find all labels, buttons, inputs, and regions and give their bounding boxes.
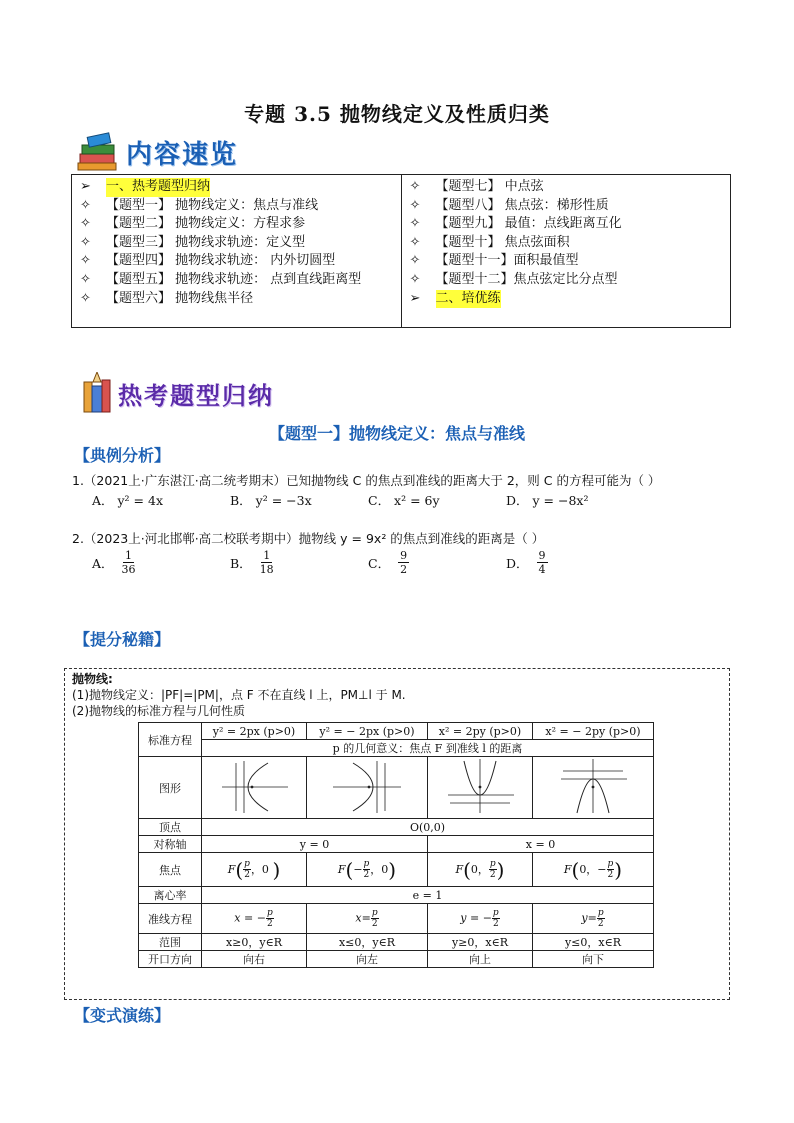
bullet-icon: ✧ — [80, 253, 91, 269]
option-fraction — [537, 549, 548, 576]
toc-item[interactable] — [80, 197, 401, 216]
bullet-icon: ➢ — [80, 179, 91, 194]
banner-title: 热考题型归纳 — [118, 381, 274, 410]
toc-item[interactable] — [80, 290, 401, 309]
table-cell: y² = 2px (p>0) — [202, 723, 307, 740]
toc-left-column — [72, 175, 402, 327]
variant-header: 【变式演练】 — [74, 1006, 171, 1025]
content-overview-banner — [76, 132, 238, 172]
bullet-icon: ✧ — [80, 271, 91, 287]
toc-item[interactable] — [410, 234, 731, 253]
question-1-options — [92, 491, 644, 509]
table-cell: x≤0，y∈R — [306, 934, 427, 951]
graph-up-opening — [427, 757, 532, 819]
fraction-numerator: 1 — [263, 549, 271, 562]
table-row — [139, 740, 654, 757]
bullet-icon: ✧ — [409, 179, 421, 194]
table-cell: 向上 — [427, 951, 532, 968]
toc-item[interactable] — [80, 215, 401, 234]
focus-cell: F( $\frac{p}{2}$ ，0 ) — [202, 853, 307, 887]
option-d: D． y = −8x² — [506, 493, 589, 508]
question-2-options — [92, 549, 644, 576]
table-row — [139, 934, 654, 951]
row-header: 焦点 — [139, 853, 202, 887]
toc-item[interactable] — [410, 197, 731, 216]
graph-down-opening — [532, 757, 653, 819]
toc-item-label: 【题型七】 中点弦 — [435, 179, 544, 194]
fraction-numerator: 9 — [538, 549, 546, 562]
toc-item[interactable] — [410, 252, 731, 271]
directrix-cell: x = − $\frac{p}{2}$ — [202, 904, 307, 934]
bullet-icon: ✧ — [80, 290, 91, 306]
toc-item-label: 【题型四】 抛物线求轨迹： 内外切圆型 — [106, 253, 336, 269]
table-cell: x² = − 2py (p>0) — [532, 723, 653, 740]
fraction-numerator: 1 — [125, 549, 133, 562]
parabola-graph-icon — [214, 757, 294, 815]
books-icon — [76, 132, 120, 172]
row-header: 开口方向 — [139, 951, 202, 968]
option-fraction — [122, 549, 136, 576]
section-title: 【题型一】抛物线定义：焦点与准线 — [268, 424, 525, 443]
bullet-icon: ✧ — [409, 234, 421, 250]
table-cell: y≤0，x∈R — [532, 934, 653, 951]
parabola-graph-icon — [327, 757, 407, 815]
toc-item[interactable] — [80, 271, 401, 290]
focus-cell: F(0，− $\frac{p}{2}$ ) — [532, 853, 653, 887]
row-header: 离心率 — [139, 887, 202, 904]
parabola-graph-icon — [553, 757, 633, 815]
page-title: 专题 3.5 抛物线定义及性质归类 — [244, 102, 550, 126]
table-cell: e = 1 — [202, 887, 654, 904]
table-cell: y≥0，x∈R — [427, 934, 532, 951]
bullet-icon: ✧ — [80, 197, 91, 213]
graph-left-opening — [306, 757, 427, 819]
toc-item-label: 【题型三】 抛物线求轨迹：定义型 — [106, 234, 306, 250]
table-cell: 向左 — [306, 951, 427, 968]
toc-item-label: 【题型十一】面积最值型 — [435, 253, 579, 269]
toc-item-label: 【题型九】 最值：点线距离互化 — [435, 216, 622, 232]
table-cell: y² = − 2px (p>0) — [306, 723, 427, 740]
tips-header: 【提分秘籍】 — [74, 630, 171, 649]
toc-item[interactable] — [410, 271, 731, 290]
bullet-icon: ✧ — [409, 271, 421, 287]
graph-right-opening — [202, 757, 307, 819]
toc-item-label: 【题型八】 焦点弦：梯形性质 — [435, 197, 609, 213]
directrix-cell: y= $\frac{p}{2}$ — [532, 904, 653, 934]
row-header: 顶点 — [139, 819, 202, 836]
fraction-denominator: 18 — [259, 563, 274, 576]
option-letter: C． — [368, 555, 391, 571]
focus-cell: F(0， $\frac{p}{2}$ ) — [427, 853, 532, 887]
definition-line: (1)抛物线定义：|PF|=|PM|，点 F 不在直线 l 上，PM⊥l 于 M. — [72, 688, 406, 702]
table-cell: x = 0 — [427, 836, 653, 853]
focus-cell: F(− $\frac{p}{2}$ ，0) — [306, 853, 427, 887]
banner-title: 内容速览 — [126, 139, 239, 170]
table-cell: x≥0，y∈R — [202, 934, 307, 951]
toc-right-column — [402, 175, 731, 327]
toc-item[interactable] — [80, 178, 401, 197]
table-row — [139, 904, 654, 934]
toc-item-label: 【题型十二】焦点弦定比分点型 — [435, 271, 618, 287]
table-row — [139, 819, 654, 836]
row-header: 对称轴 — [139, 836, 202, 853]
toc-item[interactable] — [410, 290, 731, 309]
table-cell: x² = 2py (p>0) — [427, 723, 532, 740]
box-heading: 抛物线: — [72, 672, 113, 686]
table-cell: p 的几何意义：焦点 F 到准线 l 的距离 — [202, 740, 654, 757]
fraction-denominator: 36 — [121, 563, 136, 576]
fraction-numerator: 9 — [400, 549, 408, 562]
option-a — [92, 549, 230, 576]
toc-item-label: 【题型一】 抛物线定义：焦点与准线 — [106, 197, 319, 213]
example-header: 【典例分析】 — [74, 446, 171, 465]
directrix-cell: y = − $\frac{p}{2}$ — [427, 904, 532, 934]
option-fraction — [398, 549, 409, 576]
directrix-cell: x= $\frac{p}{2}$ — [306, 904, 427, 934]
option-d — [506, 549, 644, 576]
table-row — [139, 853, 654, 887]
toc-item-label: 一、热考题型归纳 — [106, 178, 210, 197]
option-fraction — [260, 549, 274, 576]
toc-item[interactable] — [410, 215, 731, 234]
fraction-denominator: 4 — [538, 563, 546, 576]
question-2: 2.（2023上·河北邯郸·高二校联考期中）抛物线 y = 9x² 的焦点到准线的距离是（ ） — [72, 531, 545, 546]
table-row — [139, 836, 654, 853]
option-letter: A． — [92, 555, 114, 571]
option-c: C． x² = 6y — [368, 493, 440, 508]
toc-item[interactable] — [410, 178, 731, 197]
table-row — [139, 757, 654, 819]
question-1: 1.（2021上·广东湛江·高二统考期末）已知抛物线 C 的焦点到准线的距离大于 2，则 C 的方程可能为（ ） — [72, 473, 661, 488]
bullet-icon: ✧ — [80, 234, 91, 250]
table-of-contents — [71, 174, 731, 328]
bullet-icon: ➢ — [409, 290, 421, 306]
toc-item-label: 【题型五】 抛物线求轨迹： 点到直线距离型 — [106, 271, 362, 287]
option-b: B． y² = −3x — [230, 493, 312, 508]
table-row — [139, 723, 654, 740]
option-b — [230, 549, 368, 576]
row-header: 准线方程 — [139, 904, 202, 934]
row-header: 标准方程 — [139, 723, 202, 757]
toc-item[interactable] — [80, 252, 401, 271]
option-letter: D． — [506, 555, 529, 571]
table-row — [139, 887, 654, 904]
table-row — [139, 951, 654, 968]
pencil-books-icon — [80, 372, 114, 414]
option-a: A． y² = 4x — [92, 493, 163, 508]
toc-item[interactable] — [80, 234, 401, 253]
parabola-properties-table — [138, 722, 654, 968]
bullet-icon: ✧ — [409, 197, 421, 213]
toc-item-label: 【题型二】 抛物线定义：方程求参 — [106, 216, 306, 232]
row-header: 图形 — [139, 757, 202, 819]
properties-line: (2)抛物线的标准方程与几何性质 — [72, 704, 245, 718]
bullet-icon: ✧ — [409, 216, 421, 232]
table-cell: 向右 — [202, 951, 307, 968]
option-c — [368, 549, 506, 576]
parabola-graph-icon — [440, 757, 520, 815]
toc-item-label: 二、培优练 — [436, 290, 501, 309]
toc-item-label: 【题型六】 抛物线焦半径 — [106, 290, 254, 306]
table-cell: 向下 — [532, 951, 653, 968]
fraction-denominator: 2 — [400, 563, 408, 576]
bullet-icon: ✧ — [409, 253, 421, 269]
option-letter: B． — [230, 555, 252, 571]
table-cell: y = 0 — [202, 836, 428, 853]
hot-topics-banner — [80, 372, 274, 414]
row-header: 范围 — [139, 934, 202, 951]
table-cell: O(0,0) — [202, 819, 654, 836]
bullet-icon: ✧ — [80, 216, 91, 232]
toc-item-label: 【题型十】 焦点弦面积 — [435, 234, 570, 250]
